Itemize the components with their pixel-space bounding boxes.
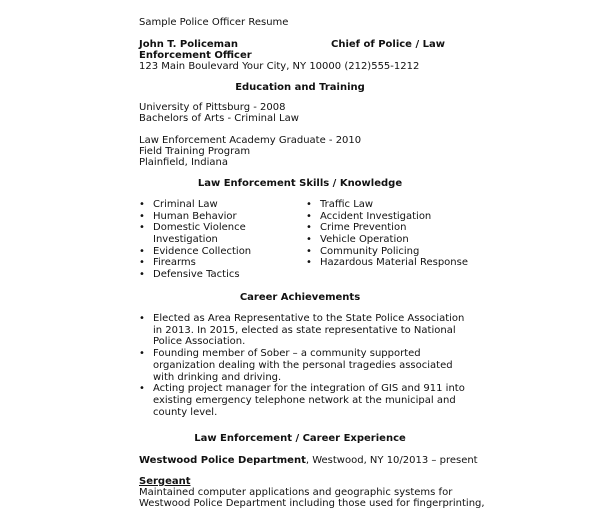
skill-item: • Firearms (139, 257, 251, 269)
education-program: Field Training Program (139, 146, 251, 157)
education-degree: Bachelors of Arts - Criminal Law (139, 113, 299, 124)
contact-address: 123 Main Boulevard Your City, NY 10000 (212)555-1212 (139, 61, 420, 72)
achievements-heading: Career Achievements (239, 292, 361, 303)
skill-item: • Vehicle Operation (306, 234, 468, 246)
employer-details: , Westwood, NY 10/2013 – present (305, 455, 478, 466)
skill-item: • Evidence Collection (139, 246, 251, 258)
skill-item: • Hazardous Material Response (306, 257, 468, 269)
skill-item: • Traffic Law (306, 199, 468, 211)
experience-heading: Law Enforcement / Career Experience (194, 433, 406, 444)
skill-item: • Domestic Violence (139, 222, 251, 234)
skill-item: • Crime Prevention (306, 222, 468, 234)
applicant-name: John T. Policeman (139, 39, 238, 50)
position-title: Sergeant (139, 476, 191, 487)
employer-line (139, 455, 478, 467)
education-academy: Law Enforcement Academy Graduate - 2010 (139, 135, 362, 146)
education-location: Plainfield, Indiana (139, 157, 228, 168)
education-university: University of Pittsburg - 2008 (139, 102, 286, 113)
position-description-line1: Maintained computer applications and geographic systems for (139, 487, 453, 498)
applicant-title-cont: Enforcement Officer (139, 50, 252, 61)
employer-name: Westwood Police Department (139, 455, 306, 466)
applicant-title: Chief of Police / Law (331, 39, 445, 50)
skills-list-left (139, 199, 251, 281)
position-description-line2: Westwood Police Department including those used for fingerprinting, (139, 498, 485, 509)
achievement-item: • Acting project manager for the integration of GIS and 911 into existing emergency telephone network at the municipal and county level. (139, 383, 469, 418)
doc-title: Sample Police Officer Resume (139, 17, 289, 28)
skill-item: • Defensive Tactics (139, 269, 251, 281)
achievement-item: • Founding member of Sober – a community supported organization dealing with the personal tragedies associated with drinking and driving. (139, 348, 469, 383)
skill-item: • Human Behavior (139, 211, 251, 223)
achievements-list (139, 313, 469, 418)
skills-list-right (306, 199, 468, 269)
skill-item: • Criminal Law (139, 199, 251, 211)
education-heading: Education and Training (235, 82, 365, 93)
skills-heading: Law Enforcement Skills / Knowledge (197, 178, 403, 189)
skill-item: • Accident Investigation (306, 211, 468, 223)
skill-item: • Community Policing (306, 246, 468, 258)
skill-item-continued: Investigation (153, 234, 218, 246)
achievement-item: • Elected as Area Representative to the State Police Association in 2013. In 2015, elected as state representative to National Police Association. (139, 313, 469, 348)
